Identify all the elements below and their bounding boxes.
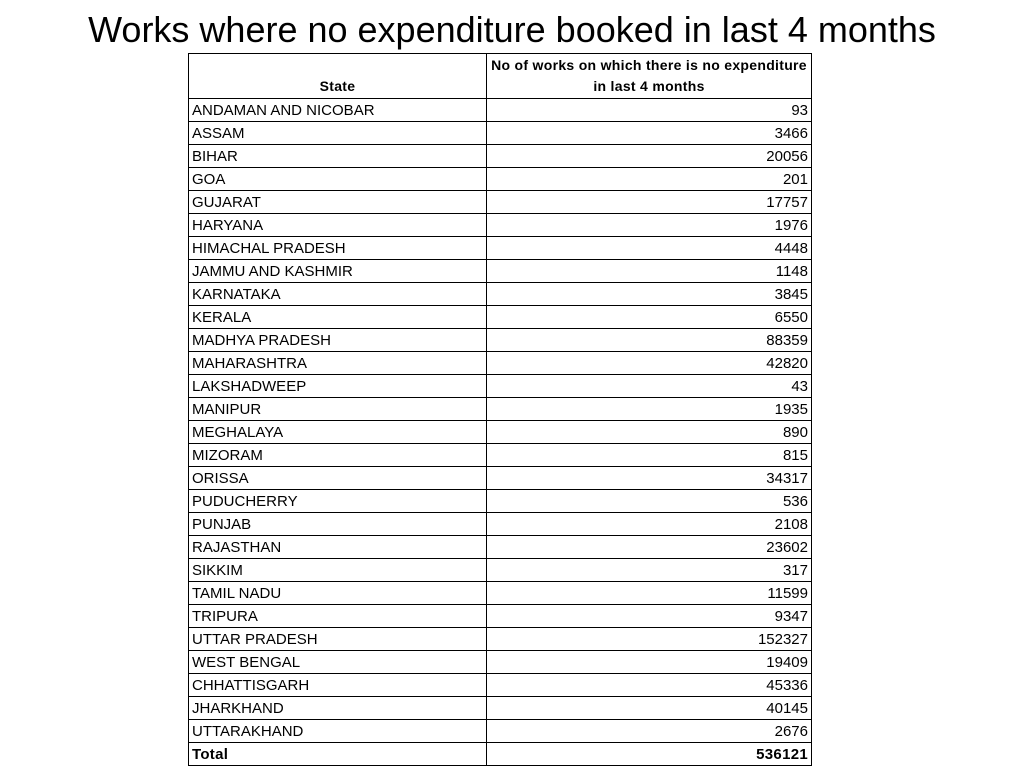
state-cell: TAMIL NADU: [189, 582, 487, 605]
state-cell: JAMMU AND KASHMIR: [189, 260, 487, 283]
count-cell: 42820: [487, 352, 812, 375]
count-cell: 890: [487, 421, 812, 444]
count-cell: 20056: [487, 145, 812, 168]
table-row: [189, 444, 812, 467]
table-row: [189, 651, 812, 674]
count-cell: 17757: [487, 191, 812, 214]
count-cell: 40145: [487, 697, 812, 720]
count-cell: 152327: [487, 628, 812, 651]
count-cell: 34317: [487, 467, 812, 490]
state-cell: MEGHALAYA: [189, 421, 487, 444]
state-cell: LAKSHADWEEP: [189, 375, 487, 398]
count-cell: 45336: [487, 674, 812, 697]
total-label: Total: [189, 743, 487, 766]
total-row: [189, 743, 812, 766]
table-row: [189, 214, 812, 237]
table-row: [189, 628, 812, 651]
table-row: [189, 283, 812, 306]
table-row: [189, 582, 812, 605]
table-row: [189, 605, 812, 628]
count-cell: 317: [487, 559, 812, 582]
table-row: [189, 467, 812, 490]
state-cell: TRIPURA: [189, 605, 487, 628]
state-cell: PUNJAB: [189, 513, 487, 536]
table-row: [189, 306, 812, 329]
state-cell: MADHYA PRADESH: [189, 329, 487, 352]
count-cell: 6550: [487, 306, 812, 329]
header-state: State: [189, 54, 487, 99]
expenditure-table: [188, 53, 812, 766]
count-cell: 1935: [487, 398, 812, 421]
table-row: [189, 697, 812, 720]
header-count: No of works on which there is no expenditure in last 4 months: [487, 54, 812, 99]
state-cell: SIKKIM: [189, 559, 487, 582]
state-cell: ORISSA: [189, 467, 487, 490]
table-row: [189, 352, 812, 375]
state-cell: GUJARAT: [189, 191, 487, 214]
state-cell: BIHAR: [189, 145, 487, 168]
state-cell: KERALA: [189, 306, 487, 329]
count-cell: 4448: [487, 237, 812, 260]
table-row: [189, 191, 812, 214]
count-cell: 43: [487, 375, 812, 398]
table-row: [189, 122, 812, 145]
state-cell: HARYANA: [189, 214, 487, 237]
state-cell: WEST BENGAL: [189, 651, 487, 674]
slide-title: Works where no expenditure booked in last 4 months: [88, 9, 936, 50]
state-cell: MAHARASHTRA: [189, 352, 487, 375]
table-row: [189, 398, 812, 421]
count-cell: 536: [487, 490, 812, 513]
table-body: [189, 99, 812, 766]
total-count: 536121: [487, 743, 812, 766]
state-cell: ANDAMAN AND NICOBAR: [189, 99, 487, 122]
state-cell: MANIPUR: [189, 398, 487, 421]
table-row: [189, 99, 812, 122]
state-cell: UTTAR PRADESH: [189, 628, 487, 651]
table-row: [189, 237, 812, 260]
count-cell: 3466: [487, 122, 812, 145]
table-row: [189, 559, 812, 582]
state-cell: RAJASTHAN: [189, 536, 487, 559]
count-cell: 23602: [487, 536, 812, 559]
count-cell: 2108: [487, 513, 812, 536]
table-row: [189, 260, 812, 283]
state-cell: CHHATTISGARH: [189, 674, 487, 697]
count-cell: 11599: [487, 582, 812, 605]
state-cell: JHARKHAND: [189, 697, 487, 720]
state-cell: ASSAM: [189, 122, 487, 145]
state-cell: KARNATAKA: [189, 283, 487, 306]
count-cell: 9347: [487, 605, 812, 628]
state-cell: GOA: [189, 168, 487, 191]
count-cell: 93: [487, 99, 812, 122]
table-row: [189, 536, 812, 559]
table-row: [189, 421, 812, 444]
state-cell: PUDUCHERRY: [189, 490, 487, 513]
count-cell: 19409: [487, 651, 812, 674]
table-row: [189, 513, 812, 536]
table-row: [189, 674, 812, 697]
count-cell: 815: [487, 444, 812, 467]
table-row: [189, 145, 812, 168]
count-cell: 1976: [487, 214, 812, 237]
table-row: [189, 720, 812, 743]
state-cell: HIMACHAL PRADESH: [189, 237, 487, 260]
table-row: [189, 168, 812, 191]
table-header: [189, 54, 812, 99]
state-cell: MIZORAM: [189, 444, 487, 467]
count-cell: 3845: [487, 283, 812, 306]
count-cell: 1148: [487, 260, 812, 283]
count-cell: 201: [487, 168, 812, 191]
count-cell: 2676: [487, 720, 812, 743]
count-cell: 88359: [487, 329, 812, 352]
table-row: [189, 329, 812, 352]
table-row: [189, 375, 812, 398]
state-cell: UTTARAKHAND: [189, 720, 487, 743]
header-row: [189, 54, 812, 99]
table-row: [189, 490, 812, 513]
